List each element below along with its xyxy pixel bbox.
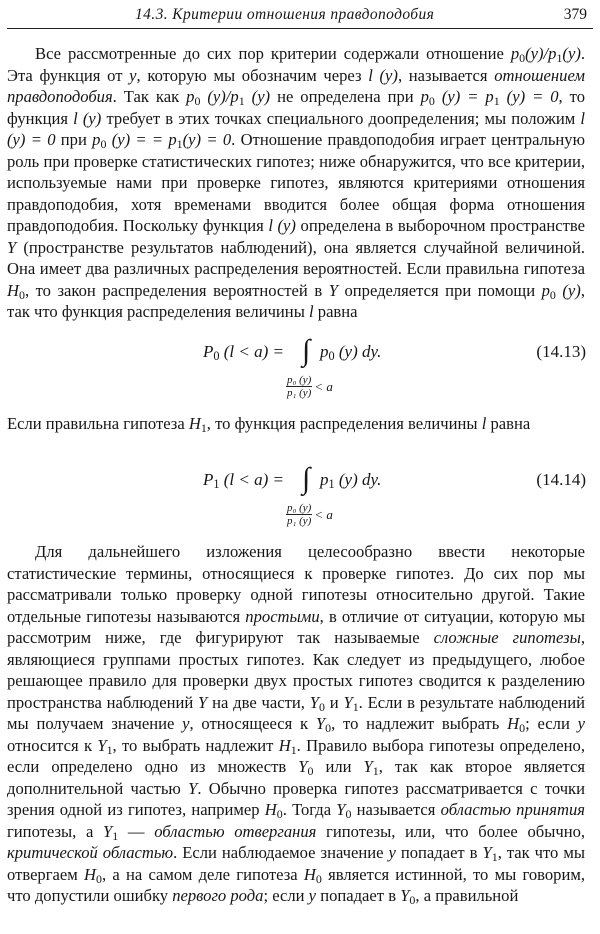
equation-number: (14.14) xyxy=(536,470,586,489)
term-type-one-error: первого рода xyxy=(172,886,264,905)
paragraph-hypothesis-terms: Для дальнейшего изложения целесообразно ввести некоторые статистические термины, относящиеся к проверке гипотез. До сих пор мы рассматривали только проверку одной гипотезы относительно другой. Такие отдельные гипотезы называются простыми, в отличие от ситуации, которую мы рассмотрим ниже, где фигурируют так называемые сложные гипотезы, являющиеся группами простых гипотез. Как следует из предыдущего, любое решающее правило для проверки двух простых гипотез сводится к разделению пространства наблюдений Y на две части, $Y_0$ и $Y_1$. Если в результате наблюдений мы получаем значение y, относящееся к $Y_0$, то надлежит выбрать $H_0$; если y относится к $Y_1$, то выбрать надлежит $H_1$. Правило выбора гипотезы определено, если определено одно из множеств $Y_0$ или $Y_1$, так как второе является дополнительной частью Y. Обычно проверка гипотез рассматривается с точки зрения одной из гипотез, например $H_0$. Тогда $Y_0$ называется областью принятия гипотезы, а $Y_1$ — областью отвергания гипотезы, или, что более обычно, критической областью. Если наблюдаемое значение y попадает в $Y_1$, так что мы отвергаем $H_0$, а на самом деле гипотеза $H_0$ является истинной, то мы говорим, что допустили ошибку первого рода; если y попадает в $Y_0$, а правильной xyxy=(7,542,586,907)
term-rejection-region: областью отвергания xyxy=(154,821,317,841)
formula-14-13 xyxy=(0,334,600,414)
page-number: 379 xyxy=(563,6,587,23)
term-likelihood-ratio: отношением правдоподобия xyxy=(7,65,585,106)
formula-rhs: $p_0$ (y) dy. xyxy=(320,342,382,364)
term-composite: сложные гипотезы xyxy=(433,628,581,647)
integration-domain: $\frac{\text{p₀ (y)}}{\text{p₁ (y)}}$ < a xyxy=(287,374,333,399)
paragraph-h1-distribution: Если правильна гипотеза $H_1$, то функция распределения величины l равна xyxy=(7,414,531,435)
paragraph-likelihood-ratio: Все рассмотренные до сих пор критерии содержали отношение $p_0(y)/p_1(y)$. Эта функция от y, которую мы обозначим через l (y), называется отношением правдоподобия. Так как $p_0$ $(y)/p_1$ (y) не определена при $p_0$ $(y) = p_1$ (y) = 0, то функция l (y) требует в этих точках специального доопределения; мы положим l (y) = 0 при $p_0$ (y) = = $p_1(y) = 0$. Отношение правдоподобия играет центральную роль при проверке статистических гипотез; ниже обнаружится, что все критерии, используемые нами при проверке гипотез, являются критериями отношения правдоподобия, хотя временами вводится более общая форма отношения правдоподобия. Поскольку функция l (y) определена в выборочном пространстве Y (пространстве результатов наблюдений), она является случайной величиной. Она имеет два различных распределения вероятностей. Если правильна гипотеза $H_0$, то закон распределения вероятностей в Y определяется при помощи $p_0$ (y), так что функция распределения величины l равна xyxy=(7,44,586,321)
formula-lhs: $P_0$ (l < a) = xyxy=(203,342,285,364)
integral-sign: ∫ xyxy=(302,462,311,495)
integration-domain: $\frac{\text{p₀ (y)}}{\text{p₁ (y)}}$ < a xyxy=(287,502,333,527)
formula-rhs: $p_1$ (y) dy. xyxy=(320,470,382,492)
running-header xyxy=(7,1,593,29)
term-simple: простыми xyxy=(245,606,320,626)
section-title: 14.3. Критерии отношения правдоподобия xyxy=(135,6,435,23)
term-acceptance-region: областью принятия xyxy=(440,800,586,819)
equation-number: (14.13) xyxy=(536,342,586,361)
integral-sign: ∫ xyxy=(302,334,311,367)
formula-14-14 xyxy=(0,462,600,542)
formula-lhs: $P_1$ (l < a) = xyxy=(203,470,285,492)
term-critical-region: критической областью xyxy=(7,843,174,862)
